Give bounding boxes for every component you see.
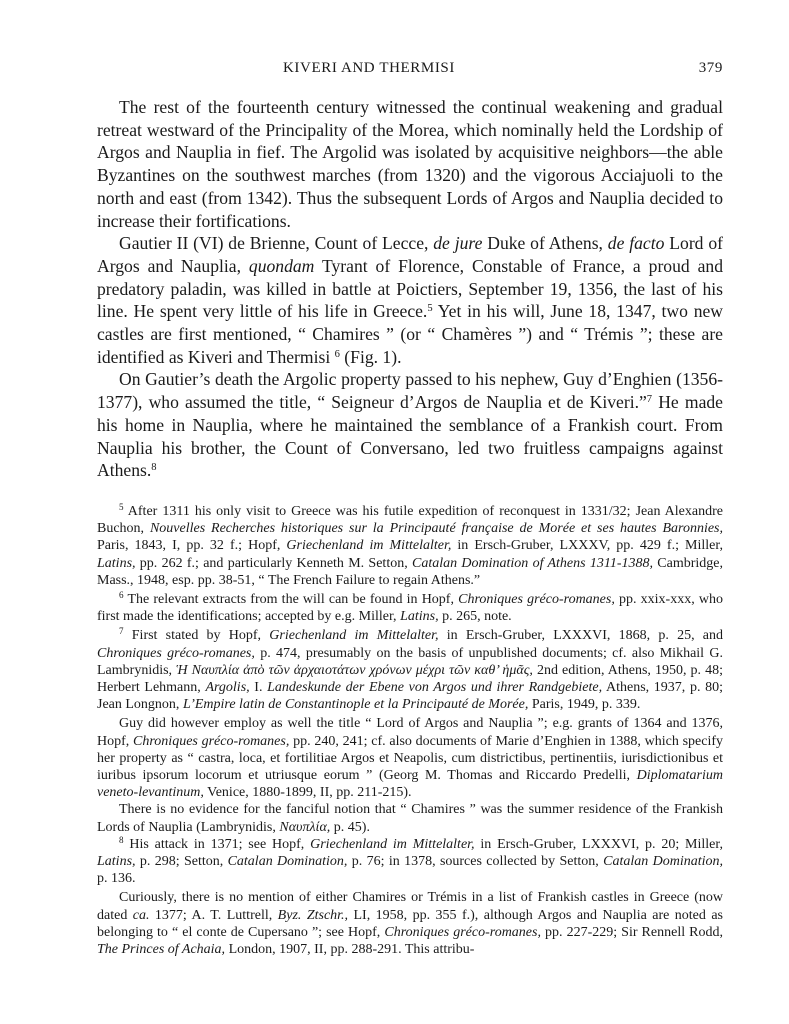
footnote-7: $^7$ First stated by Hopf, Griechenland im Mittelalter, in Ersch-Gruber, LXXXVI, 1868, p. 25, and Chroniques gréco-romanes, p. 474, presumably on the basis of unpublished documents; cf. also Mikhail G. Lambrynidis, Ἡ Ναυπλία ἀπὸ τῶν ἀρχαιοτάτων χρόνων μέχρι τῶν καθ’ ἡμᾶς, 2nd edition, Athens, 1950, p. 48; Herbert Lehmann, Argolis, I. Landeskunde der Ebene von Argos und ihrer Randgebiete, Athens, 1937, p. 80; Jean Longnon, L’Empire latin de Constantinople et la Principauté de Morée, Paris, 1949, p. 339. [97,626,724,713]
footnote-7-note: There is no evidence for the fanciful notion that “ Chamires ” was the summer residence of the Frankish Lords of Nauplia (Lambrynidis, Ναυπλία, p. 45). [97,802,723,835]
footnotes [97,503,723,958]
main-text [97,96,723,482]
footnote-ref-5[interactable]: 5 [427,303,433,315]
footnote-5: $^5$ After 1311 his only visit to Greece was his futile expedition of reconquest in 1331/32; Jean Alexandre Buchon, Nouvelles Recherches historiques sur la Principauté française de Morée et ses hautes Baronnies, Paris, 1843, I, pp. 32 f.; Hopf, Griechenland im Mittelalter, in Ersch-Gruber, LXXXV, pp. 429 f.; Miller, Latins, pp. 262 f.; and particularly Kenneth M. Setton, Catalan Domination of Athens 1311-1388, Cambridge, Mass., 1948, esp. pp. 38-51, “ The French Failure to regain Athens.” [97,501,723,588]
running-title: KIVERI AND THERMISI [283,60,455,76]
footnote-8-continued: Curiously, there is no mention of either Chamires or Trémis in a list of Frankish castles in Greece (now dated ca. 1377; A. T. Luttrell, Byz. Ztschr., LI, 1958, pp. 355 f.), although Argos and Nauplia are noted as belonging to “ el conte de Cupersano ”; see Hopf, Chroniques gréco-romanes, pp. 227-229; Sir Rennell Rodd, The Princes of Achaia, London, 1907, II, pp. 288-291. This attribu- [97,890,723,958]
book-page [97,60,723,958]
footnote-ref-7[interactable]: 7 [646,394,653,406]
footnote-8: $^8$ His attack in 1371; see Hopf, Griechenland im Mittelalter, in Ersch-Gruber, LXXXVI, p. 20; Miller, Latins, p. 298; Setton, Catalan Domination, p. 76; in 1378, sources collected by Setton, Catalan Domination, p. 136. [97,834,723,887]
footnote-ref-6[interactable]: 6 [334,348,340,360]
paragraph-3: On Gautier’s death the Argolic property passed to his nephew, Guy d’Enghien (1356-1377), who assumed the title, “ Seigneur d’Argos de Nauplia et de Kiveri.”$^7$ He made his home in Nauplia, where he maintained the semblance of a Frankish court. From Nauplia his brother, the Count of Conversano, led two fruitless campaigns against Athens.$^8$ [97,369,723,481]
paragraph-2: Gautier II (VI) de Brienne, Count of Lecce, de jure Duke of Athens, de facto Lord of Argos and Nauplia, quondam Tyrant of Florence, Constable of France, a proud and predatory paladin, was killed in battle at Poictiers, September 19, 1356, the last of his line. He spent very little of his life in Greece.$^5$ Yet in his will, June 18, 1347, two new castles are first mentioned, “ Chamires ” (or “ Chamères ”) and “ Trémis ”; these are identified as Kiveri and Thermisi $^6$ (Fig. 1). [97,233,724,367]
page-number: 379 [698,60,723,76]
footnote-7-continued: Guy did however employ as well the title “ Lord of Argos and Nauplia ”; e.g. grants of 1364 and 1376, Hopf, Chroniques gréco-romanes, pp. 240, 241; cf. also documents of Marie d’Enghien in 1388, which specify her property as “ castra, loca, et fortilitiae Argos et Neapolis, cum districtibus, pertinentiis, iurisdictionibus et iuribus ipsorum locorum et utriusque eorum ” (Georg M. Thomas and Riccardo Predelli, Diplomatarium veneto-levantinum, Venice, 1880-1899, II, pp. 211-215). [97,716,723,801]
running-header [97,60,723,86]
footnote-ref-8[interactable]: 8 [151,462,157,474]
paragraph-1: The rest of the fourteenth century witnessed the continual weakening and gradual retreat westward of the Principality of the Morea, which nominally held the Lordship of Argos and Nauplia in fief. The Argolid was isolated by acquisitive neighbors—the able Byzantines on the southwest marches (from 1320) and the vigorous Acciajuoli to the north and east (from 1342). Thus the subsequent Lords of Argos and Nauplia decided to increase their fortifications. [97,97,723,231]
footnote-6: $^6$ The relevant extracts from the will can be found in Hopf, Chroniques gréco-romanes, pp. xxix-xxx, who first made the identifications; accepted by e.g. Miller, Latins, p. 265, note. [97,589,723,625]
